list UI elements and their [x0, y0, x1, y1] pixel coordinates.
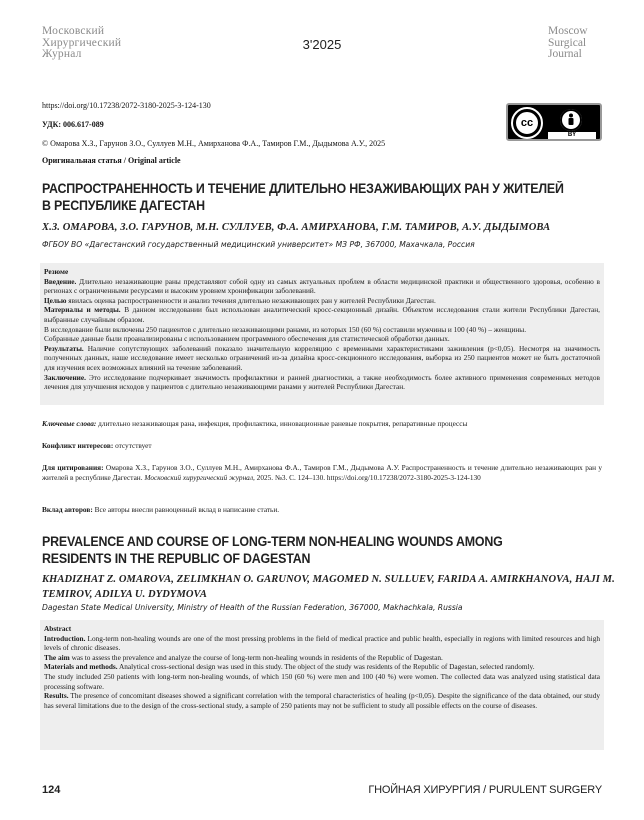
doi-link[interactable]: https://doi.org/10.17238/2072-3180-2025-3-124-130: [42, 101, 211, 110]
article-title-ru: РАСПРОСТРАНЕННОСТЬ И ТЕЧЕНИЕ ДЛИТЕЛЬНО НЕЗАЖИВАЮЩИХ РАН У ЖИТЕЛЕЙ В РЕСПУБЛИКЕ ДАГЕСТАН: [42, 181, 564, 213]
abstract-heading-ru: Резюме: [44, 267, 69, 276]
logo-ru-line-2: Хирургический: [42, 36, 122, 49]
authors-ru: Х.З. ОМАРОВА, З.О. ГАРУНОВ, М.Н. СУЛЛУЕВ, Ф.А. АМИРХАНОВА, Г.М. ТАМИРОВ, А.У. ДЫДЫМОВА: [42, 222, 551, 233]
results-text-ru: Наличие сопутствующих заболеваний показало значительную корреляцию с временными характеристиками заживления (p<0,05). Несмотря на значимость полученных данных, наше исследование имеет несколько ограничений из-за дизайна кросс-секционного исследования, выборка из 250 пациентов может не быть достаточной для изучения всех возможных влияний на течение заболеваний.: [44, 343, 600, 372]
issue-number: 3'2025: [302, 37, 342, 52]
cite-label: Для цитирования:: [42, 463, 104, 472]
methods-text-en: Analytical cross-sectional design was used in this study. The object of the study was residents of the Republic of Dagestan, selected randomly.: [117, 662, 535, 672]
page-header: [0, 0, 644, 80]
copyright-line: © Омарова Х.З., Гарунов З.О., Суллуев М.Н., Амирханова Ф.А., Тамиров Г.М., Дыдымова А.У., 2025: [42, 139, 386, 148]
intro-text-en: Long-term non-healing wounds are one of the most pressing problems in the field of medical practice and public health, especially in regions with limited resources and high levels of chronic diseases.: [44, 633, 600, 653]
aim-label-en: The aim: [44, 652, 70, 662]
affiliation-en: Dagestan State Medical University, Ministry of Health of the Russian Federation, 367000, Makhachkala, Russia: [42, 603, 463, 612]
methods-text-ru: В данном исследовании был использован аналитический кросс-секционный дизайн. Объектом исследования стали жители Республики Дагестан, выбранные случайным образом.: [44, 305, 600, 324]
methods-label-ru: Материалы и методы.: [44, 305, 121, 315]
journal-logo-en: [548, 26, 618, 61]
coi-text: отсутствует: [113, 441, 152, 450]
journal-section-title: ГНОЙНАЯ ХИРУРГИЯ / PURULENT SURGERY: [368, 784, 602, 796]
cc-by-license-badge[interactable]: [506, 103, 602, 141]
methods-text2-ru: В исследование были включены 250 пациентов с длительно незаживающими ранами, из которых 150 (60 %) составили мужчины и 100 (40 %) – женщины.: [44, 324, 527, 334]
abstract-heading-en: Abstract: [44, 624, 72, 633]
methods-text2-en: The study included 250 patients with long-term non-healing wounds, of which 150 (60 %) were men and 100 (40 %) were women. The collected data was analyzed using statistical data processing software.: [44, 671, 600, 691]
abstract-box-ru: [40, 263, 604, 405]
logo-ru-line-3: Журнал: [42, 48, 82, 60]
contrib-label: Вклад авторов:: [42, 505, 93, 514]
results-label-ru: Результаты.: [44, 343, 84, 353]
conclusion-label-ru: Заключение.: [44, 372, 86, 382]
results-label-en: Results.: [44, 691, 69, 701]
methods-text3-ru: Собранные данные были проанализированы с использованием программного обеспечения для статистической обработки данных.: [44, 334, 450, 344]
cite-tail: 2025. №3. С. 124–130. https://doi.org/10.17238/2072-3180-2025-3-124-130: [254, 473, 481, 482]
intro-text-ru: Длительно незаживающие раны представляют собой одну из самых актуальных проблем в области медицинской практики и общественного здоровья, особенно в регионах с ограниченными ресурсами и высоким уровнем хронификации заболеваний.: [44, 276, 600, 296]
keywords-ru: [42, 419, 612, 428]
affiliation-ru: ФГБОУ ВО «Дагестанский государственный медицинский университет» МЗ РФ, 367000, Махачкала, Россия: [42, 240, 475, 249]
conclusion-text-ru: Это исследование подчеркивает значимость профилактики и ранней диагностики, а также необходимость более активного применения современных методов лечения для улучшения исходов у пациентов с длительно незаживающими ранами у жителей Республики Дагестан.: [44, 372, 600, 392]
cite-text: Омарова Х.З., Гарунов З.О., Суллуев М.Н., Амирханова Ф.А., Тамиров Г.М., Дыдымова А.У. Распространенность и течение длительно незаживающих ран у жителей в республике Дагестан.: [42, 463, 603, 482]
aim-text-ru: явилась оценка распространенности и анализ течения длительно незаживающих ран у жителей Республики Дагестан.: [66, 295, 436, 305]
person-icon: [560, 109, 582, 131]
logo-en-line-1: Moscow: [548, 25, 588, 37]
contrib-text: Все авторы внесли равноценный вклад в написание статьи.: [92, 505, 280, 514]
article-title-en: PREVALENCE AND COURSE OF LONG-TERM NON-HEALING WOUNDS AMONG RESIDENTS IN THE REPUBLIC OF DAGESTAN: [42, 534, 503, 566]
intro-label-en: Introduction.: [44, 633, 86, 643]
cite-journal: Московский хирургический журнал,: [144, 473, 255, 482]
conflict-of-interest: [42, 441, 612, 450]
keywords-label-ru: Ключевые слова:: [42, 419, 97, 428]
aim-text-en: was to assess the prevalence and analyze the course of long-term non-healing wounds in residents of the Republic of Dagestan.: [69, 652, 443, 662]
article-type: Оригинальная статья / Original article: [42, 156, 181, 165]
page-number: 124: [42, 784, 61, 796]
logo-en-line-2: Surgical: [548, 36, 587, 49]
author-contribution: [42, 505, 612, 514]
citation-ru: [42, 463, 602, 483]
udk-code: УДК: 006.617-089: [42, 120, 104, 129]
results-text-en: The presence of concomitant diseases showed a significant correlation with the temporal characteristics of healing (p<0,05). Despite the significance of the data obtained, our study has several limitations due to the design of the cross-sectional study, a sample of 250 patients may not be sufficient to study all possible effects on the course of diseases.: [44, 691, 600, 710]
cc-icon: cc: [513, 109, 541, 137]
logo-ru-line-1: Московский: [42, 25, 105, 37]
abstract-box-en: [40, 620, 604, 750]
keywords-text-ru: длительно незаживающая рана, инфекция, профилактика, инновационные раневые покрытия, репаративные процессы: [96, 419, 468, 428]
aim-label-ru: Целью: [44, 295, 67, 305]
authors-en: KHADIZHAT Z. OMAROVA, ZELIMKHAN O. GARUNOV, MAGOMED N. SULLUEV, FARIDA A. AMIRKHANOVA, HAJI M. TEMIROV, ADILYA U. DYDYMOVA: [42, 574, 615, 600]
methods-label-en: Materials and methods.: [44, 662, 118, 672]
by-label: BY: [548, 132, 596, 139]
intro-label-ru: Введение.: [44, 276, 77, 286]
coi-label: Конфликт интересов:: [42, 441, 114, 450]
logo-en-line-3: Journal: [548, 48, 582, 60]
